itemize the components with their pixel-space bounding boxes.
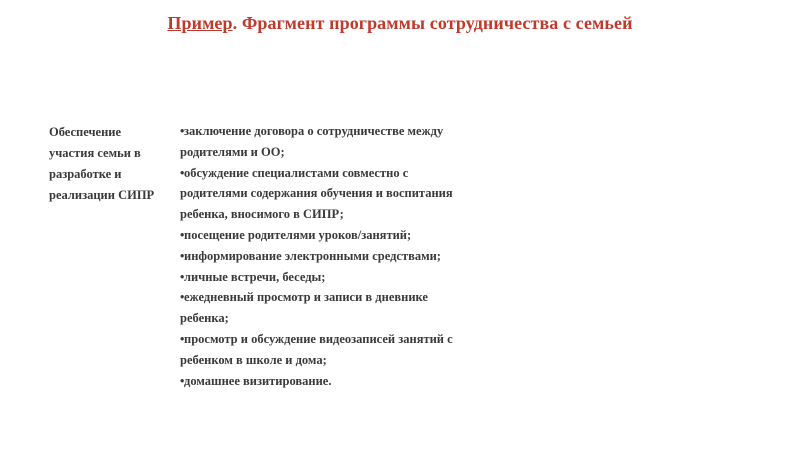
list-item (180, 371, 540, 392)
bullet-icon: • (180, 248, 185, 263)
list-item-line: обсуждение специалистами совместно с (184, 165, 409, 180)
list-item-line: родителями содержания обучения и воспитания (180, 186, 453, 201)
left-cell-line: разработке и (49, 167, 122, 181)
list-item-line: просмотр и обсуждение видеозаписей занятий с (184, 331, 453, 346)
list-item-line: родителями и ОО; (180, 144, 285, 159)
slide-title (0, 13, 800, 34)
bullet-icon: • (180, 290, 185, 305)
bullet-icon: • (180, 269, 185, 284)
list-item-line: ребенком в школе и дома; (180, 352, 327, 367)
list-item (180, 121, 540, 163)
list-item-line: посещение родителями уроков/занятий; (184, 227, 412, 242)
left-cell-heading (49, 122, 179, 206)
list-item-line: заключение договора о сотрудничестве между (184, 124, 444, 138)
left-cell-line: участия семьи в (49, 146, 141, 160)
bullet-icon: • (180, 227, 185, 242)
list-item (180, 287, 540, 329)
list-item-line: ежедневный просмотр и записи в дневнике (184, 290, 428, 305)
list-item (180, 246, 540, 267)
title-text: . Фрагмент программы сотрудничества с семьей (232, 13, 633, 33)
title-example-label: Пример (167, 13, 233, 33)
list-item (180, 163, 540, 225)
list-item (180, 267, 540, 288)
list-item (180, 225, 540, 246)
list-item-line: личные встречи, беседы; (184, 269, 326, 284)
bullet-icon: • (180, 165, 185, 180)
bullet-icon: • (180, 331, 185, 346)
list-item (180, 329, 540, 371)
left-cell-line: Обеспечение (49, 125, 122, 139)
list-item-line: информирование электронными средствами; (184, 248, 441, 263)
left-cell-line: реализации СИПР (49, 188, 155, 202)
measures-list (180, 121, 540, 391)
list-item-line: ребенка; (180, 311, 229, 326)
list-item-line: домашнее визитирование. (184, 373, 332, 388)
list-item-line: ребенка, вносимого в СИПР; (180, 207, 344, 222)
bullet-icon: • (180, 124, 185, 138)
bullet-icon: • (180, 373, 185, 388)
